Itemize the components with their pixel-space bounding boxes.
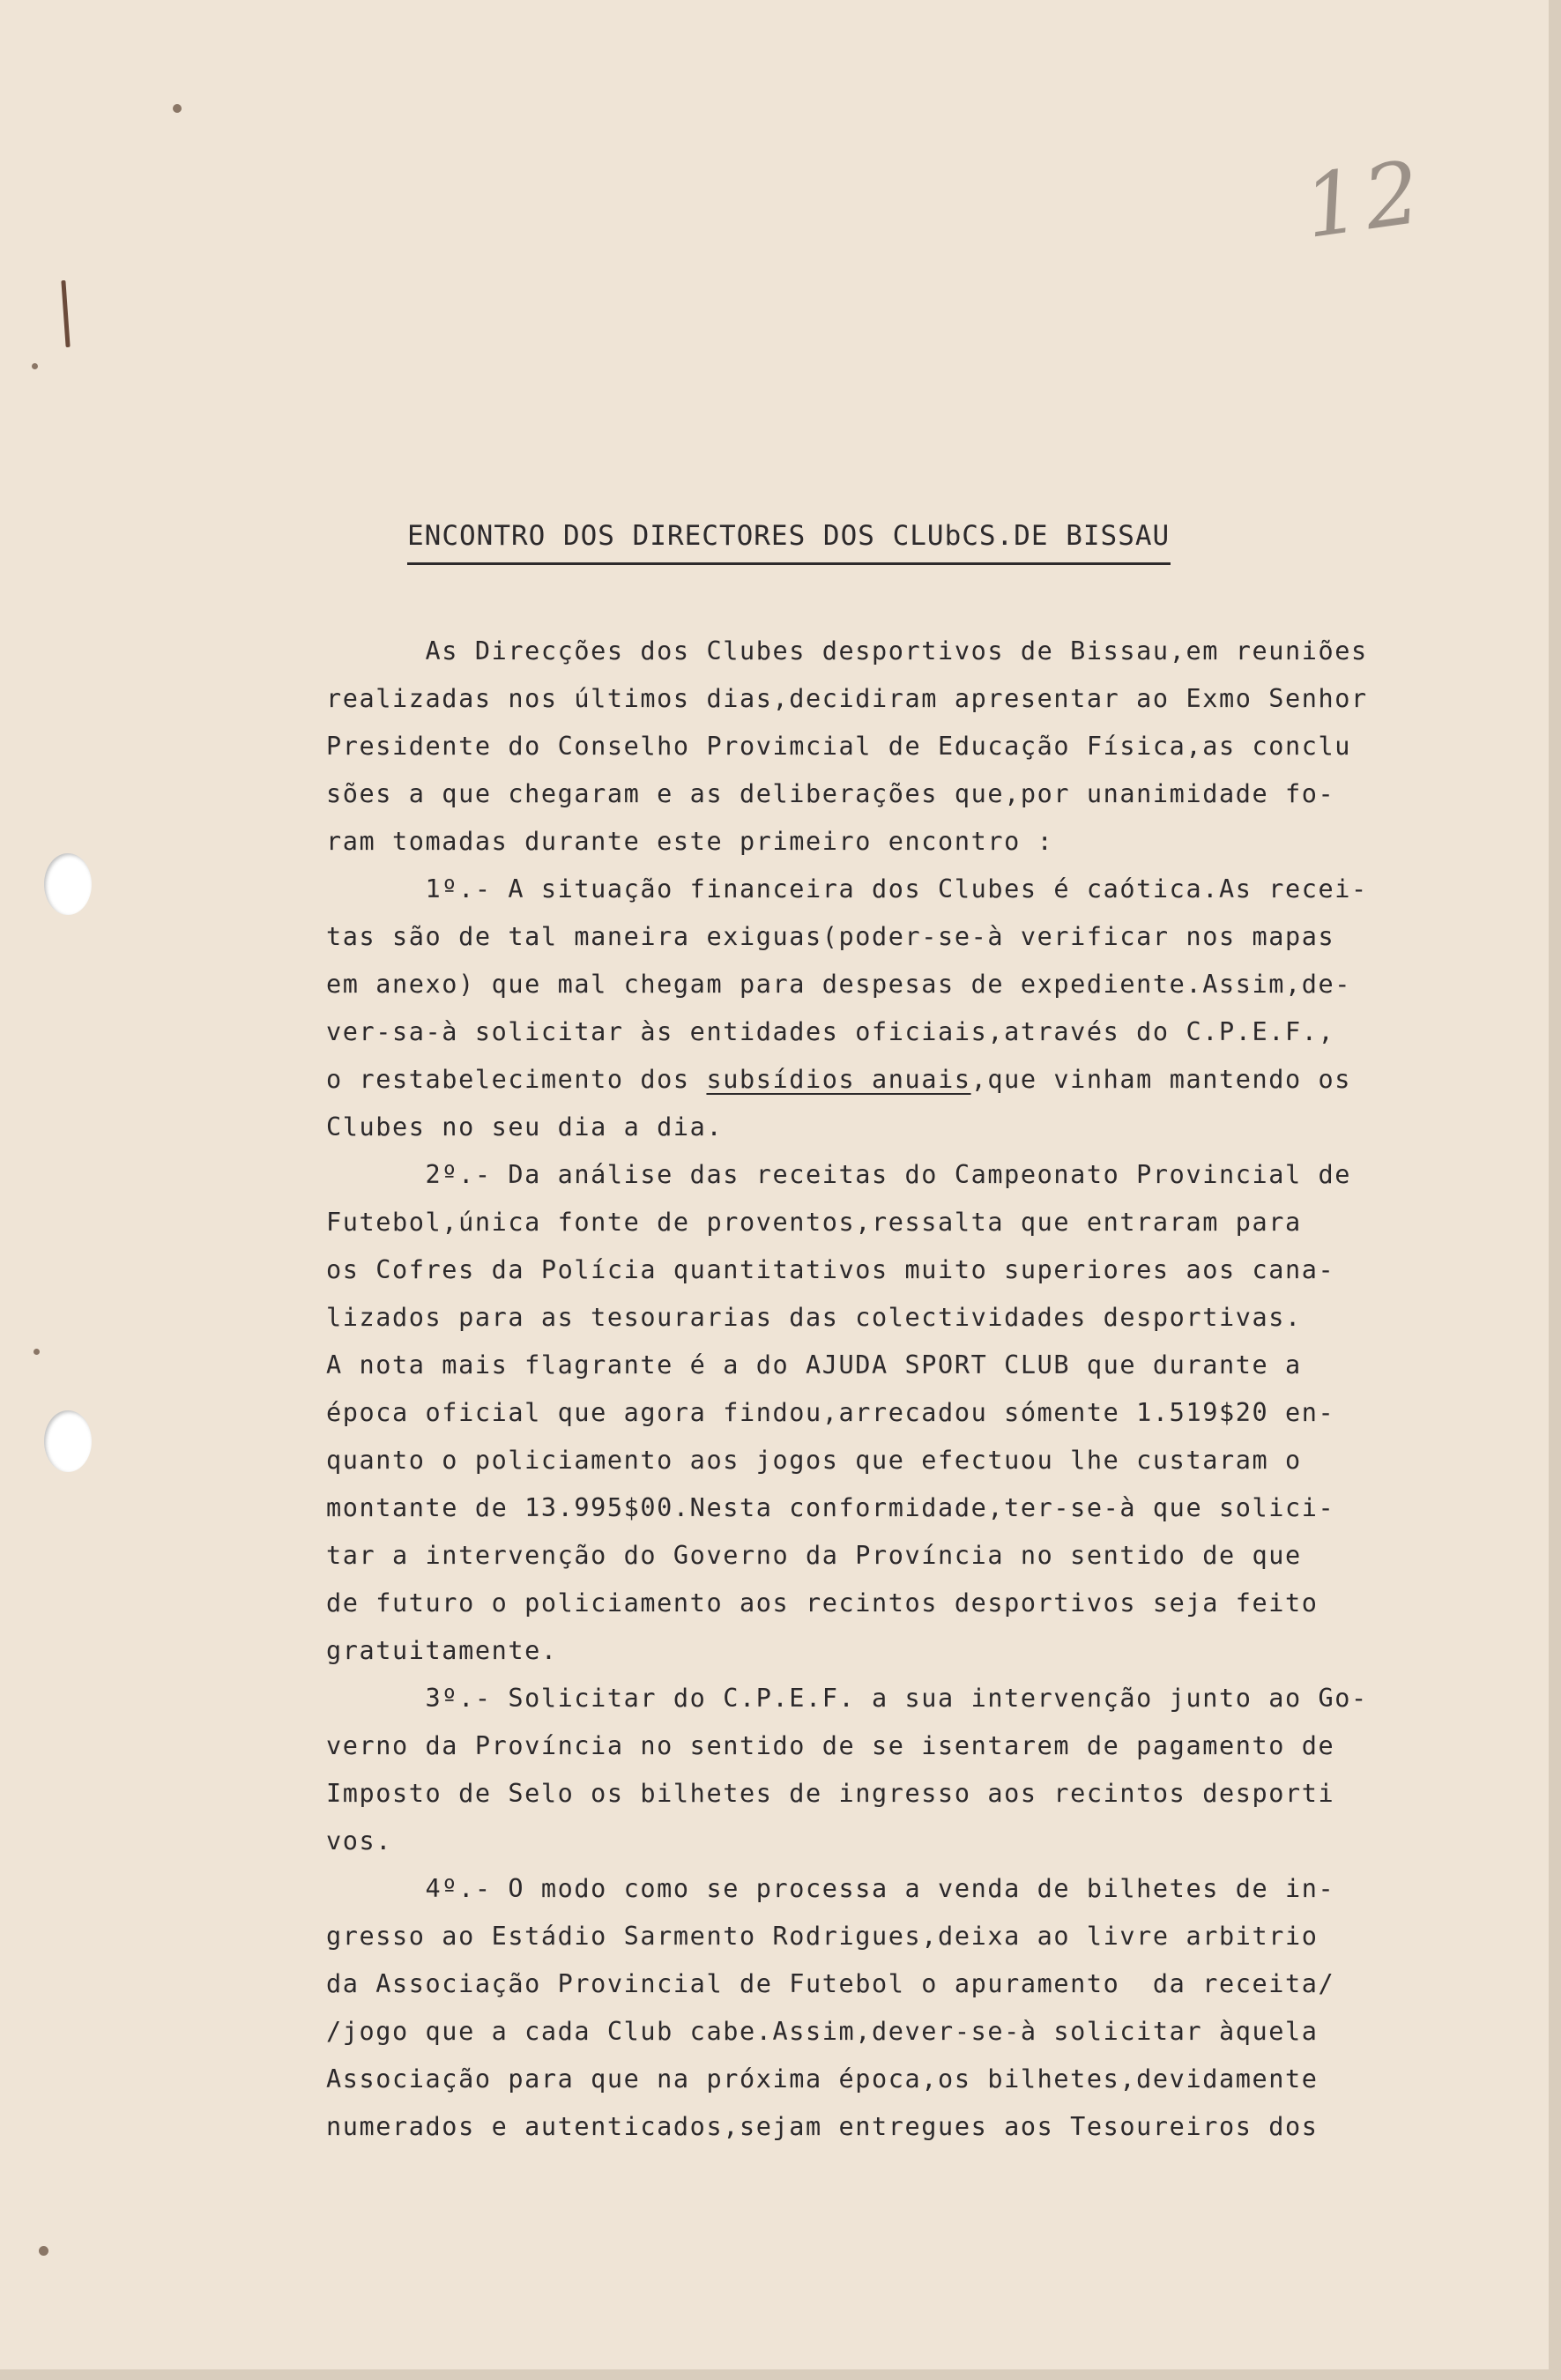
paper-edge-bottom [0,2369,1561,2380]
paper-speck [32,363,38,369]
title-underline [407,562,1171,565]
text-line: vos. [326,1826,393,1856]
text-line: de futuro o policiamento aos recintos desportivos seja feito [326,1588,1319,1618]
paper-edge-right [1549,0,1561,2380]
text-line: 4º.- O modo como se processa a venda de bilhetes de in- [326,1874,1335,1903]
punch-hole [44,1410,92,1472]
text-line: verno da Província no sentido de se isentarem de pagamento de [326,1731,1335,1760]
punch-hole [44,853,92,915]
text-line: gresso ao Estádio Sarmento Rodrigues,deixa ao livre arbitrio [326,1922,1319,1951]
text-line: realizadas nos últimos dias,decidiram apresentar ao Exmo Senhor [326,684,1368,713]
paper-speck [173,104,182,113]
text-line: ram tomadas durante este primeiro encontro : [326,827,1054,856]
text-line: /jogo que a cada Club cabe.Assim,dever-se-à solicitar àquela [326,2017,1319,2046]
document-title: ENCONTRO DOS DIRECTORES DOS CLUbCS.DE BISSAU [407,520,1171,552]
text-line: época oficial que agora findou,arrecadou sómente 1.519$20 en- [326,1398,1335,1427]
text-line: da Associação Provincial de Futebol o apuramento da receita/ [326,1969,1335,1998]
staple-mark [61,280,70,347]
paper-speck [33,1349,40,1355]
text-line: As Direcções dos Clubes desportivos de Bissau,em reuniões [326,636,1368,666]
underlined-phrase: subsídios anuais [706,1065,971,1094]
text-line: gratuitamente. [326,1636,558,1665]
text-line: Associação para que na próxima época,os bilhetes,devidamente [326,2064,1319,2094]
text-line: numerados e autenticados,sejam entregues aos Tesoureiros dos [326,2112,1319,2141]
text-line: o restabelecimento dos subsídios anuais,que vinham mantendo os [326,1065,1352,1094]
text-line: em anexo) que mal chegam para despesas de expediente.Assim,de- [326,970,1352,999]
text-line: lizados para as tesourarias das colectividades desportivas. [326,1303,1302,1332]
text-line: Clubes no seu dia a dia. [326,1112,724,1142]
text-line: 3º.- Solicitar do C.P.E.F. a sua intervenção junto ao Go- [326,1684,1368,1713]
text-line: montante de 13.995$00.Nesta conformidade,ter-se-à que solici- [326,1493,1335,1522]
text-line: tar a intervenção do Governo da Província no sentido de que [326,1541,1302,1570]
text-line: 1º.- A situação financeira dos Clubes é caótica.As recei- [326,874,1368,904]
text-line: os Cofres da Polícia quantitativos muito superiores aos cana- [326,1255,1335,1284]
text-line: Presidente do Conselho Provimcial de Educação Física,as conclu [326,732,1352,761]
text-line: Futebol,única fonte de proventos,ressalta que entraram para [326,1208,1302,1237]
paper-speck [39,2246,48,2256]
text-line: Imposto de Selo os bilhetes de ingresso aos recintos desporti [326,1779,1335,1808]
handwritten-page-number: 12 [1297,142,1431,258]
text-line: 2º.- Da análise das receitas do Campeonato Provincial de [326,1160,1352,1189]
text-line: A nota mais flagrante é a do AJUDA SPORT CLUB que durante a [326,1350,1302,1380]
text-line: quanto o policiamento aos jogos que efectuou lhe custaram o [326,1446,1302,1475]
text-line: sões a que chegaram e as deliberações que,por unanimidade fo- [326,779,1335,808]
text-line: ver-sa-à solicitar às entidades oficiais,através do C.P.E.F., [326,1017,1335,1046]
body-text [326,628,1419,2151]
text-line: tas são de tal maneira exiguas(poder-se-à verificar nos mapas [326,922,1335,951]
